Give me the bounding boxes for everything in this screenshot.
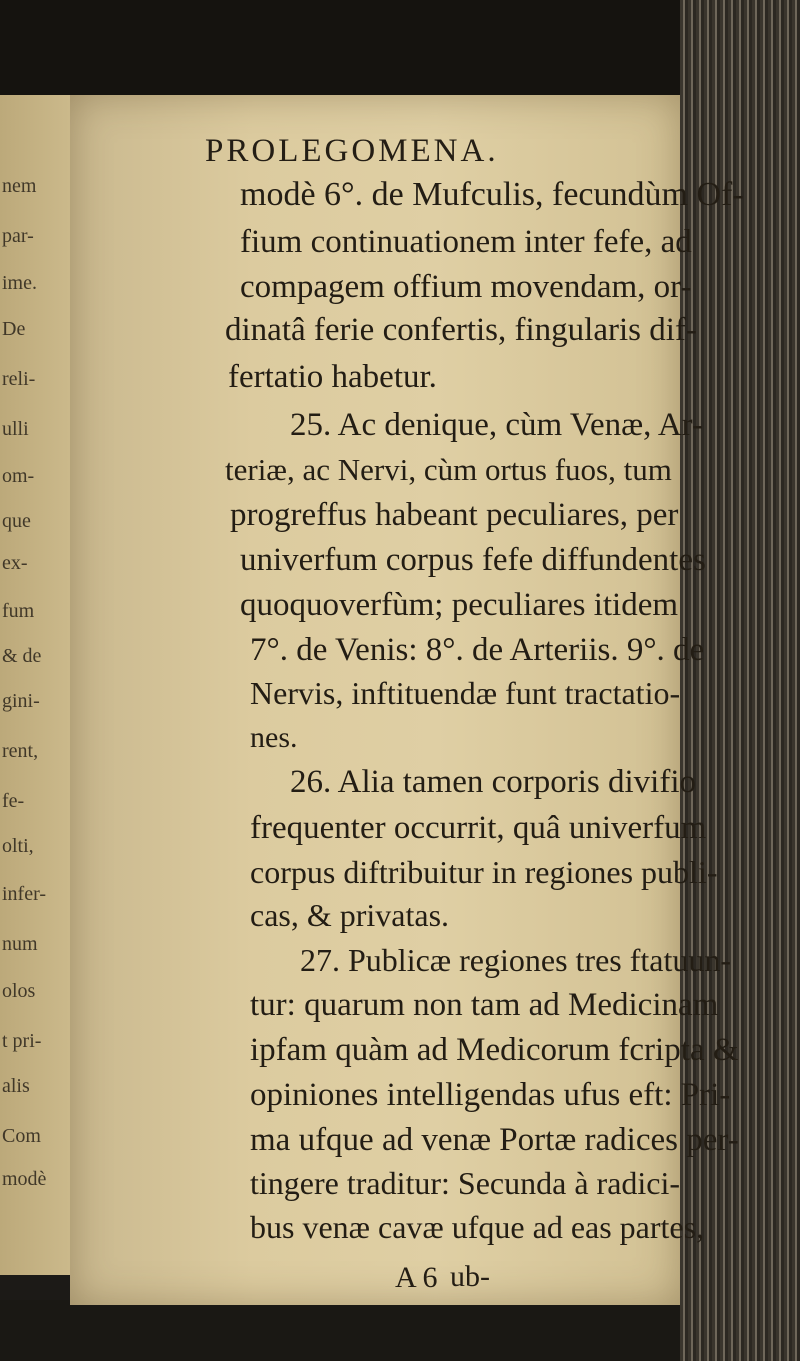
text-line: 26. Alia tamen corporis divifio [290, 764, 697, 800]
prev-page-fragment: ime. [2, 272, 37, 294]
running-head: PROLEGOMENA. [205, 133, 499, 169]
prev-page-fragment: De [2, 318, 26, 340]
text-line: tur: quarum non tam ad Medicinam [250, 987, 719, 1023]
text-line: 7°. de Venis: 8°. de Arteriis. 9°. de [250, 632, 705, 668]
text-line: ma ufque ad venæ Portæ radices per- [250, 1122, 739, 1158]
previous-page-margin [0, 95, 78, 1275]
text-line: 27. Publicæ regiones tres ftatuun- [300, 942, 732, 978]
text-line: teriæ, ac Nervi, cùm ortus fuos, tum [225, 452, 672, 487]
prev-page-fragment: reli- [2, 368, 36, 390]
text-line: tingere traditur: Secunda à radici- [250, 1165, 681, 1201]
text-line: ipfam quàm ad Medicorum fcripta & [250, 1032, 739, 1068]
prev-page-fragment: que [2, 510, 31, 532]
text-line: cas, & privatas. [250, 897, 450, 933]
catchword: ub- [450, 1260, 490, 1293]
prev-page-fragment: nem [2, 175, 37, 197]
text-line: bus venæ cavæ ufque ad eas partes, [250, 1209, 705, 1245]
text-line: opiniones intelligendas ufus eft: Pri- [250, 1077, 731, 1113]
prev-page-fragment: olos [2, 980, 36, 1002]
prev-page-fragment: Com [2, 1125, 41, 1147]
text-line: corpus diftribuitur in regiones publi- [250, 854, 718, 890]
text-line: dinatâ ferie confertis, fingularis dif- [225, 312, 697, 348]
prev-page-fragment: t pri- [2, 1030, 42, 1052]
text-line: fertatio habetur. [228, 359, 437, 395]
prev-page-fragment: fum [2, 600, 35, 622]
text-line: modè 6°. de Mufculis, fecundùm Of- [240, 176, 744, 213]
text-line: Nervis, inftituendæ funt tractatio- [250, 675, 681, 711]
prev-page-fragment: ex- [2, 552, 28, 574]
prev-page-fragment: par- [2, 225, 34, 247]
prev-page-fragment: infer- [2, 883, 47, 905]
text-line: nes. [250, 721, 298, 754]
signature-mark: A 6 [395, 1261, 438, 1294]
text-line: frequenter occurrit, quâ univerfum [250, 810, 707, 846]
prev-page-fragment: gini- [2, 690, 40, 712]
prev-page-fragment: & de [2, 645, 42, 667]
text-line: compagem offium movendam, or- [240, 269, 692, 305]
text-line: progreffus habeant peculiares, per [230, 497, 679, 533]
prev-page-fragment: ulli [2, 418, 29, 440]
prev-page-fragment: fe- [2, 790, 25, 812]
prev-page-fragment: alis [2, 1075, 30, 1097]
prev-page-fragment: num [2, 933, 38, 955]
prev-page-fragment: olti, [2, 835, 34, 857]
prev-page-fragment: rent, [2, 740, 39, 762]
text-line: univerfum corpus fefe diffundentes [240, 542, 706, 578]
text-line: 25. Ac denique, cùm Venæ, Ar- [290, 407, 703, 443]
prev-page-fragment: modè [2, 1168, 47, 1190]
text-line: fium continuationem inter fefe, ad [240, 224, 692, 260]
text-line: quoquoverfùm; peculiares itidem [240, 587, 679, 623]
prev-page-fragment: om- [2, 465, 35, 487]
